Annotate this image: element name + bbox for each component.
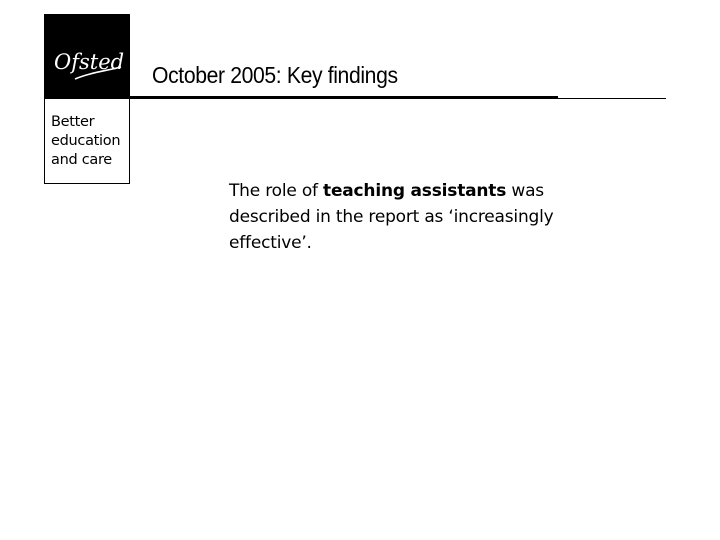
- body-text-emphasis: teaching assistants: [323, 181, 507, 201]
- slide-title: October 2005: Key findings: [152, 62, 398, 88]
- logo-tagline-line-1: Better: [51, 114, 95, 130]
- title-underline-extension: [130, 98, 666, 99]
- ofsted-wordmark-graphic: [45, 15, 129, 99]
- ofsted-logo: [44, 14, 130, 184]
- logo-tagline-line-3: and care: [51, 152, 112, 168]
- body-text-lead: The role of: [229, 181, 324, 201]
- logo-tagline: [51, 113, 120, 170]
- logo-tagline-line-2: education: [51, 133, 121, 149]
- body-paragraph: [229, 178, 619, 256]
- ofsted-logo-mark: [45, 15, 129, 99]
- ofsted-wordmark: Ofsted: [54, 50, 125, 74]
- body-text-rest: was described in the report as ‘increasingly effective’.: [229, 181, 554, 253]
